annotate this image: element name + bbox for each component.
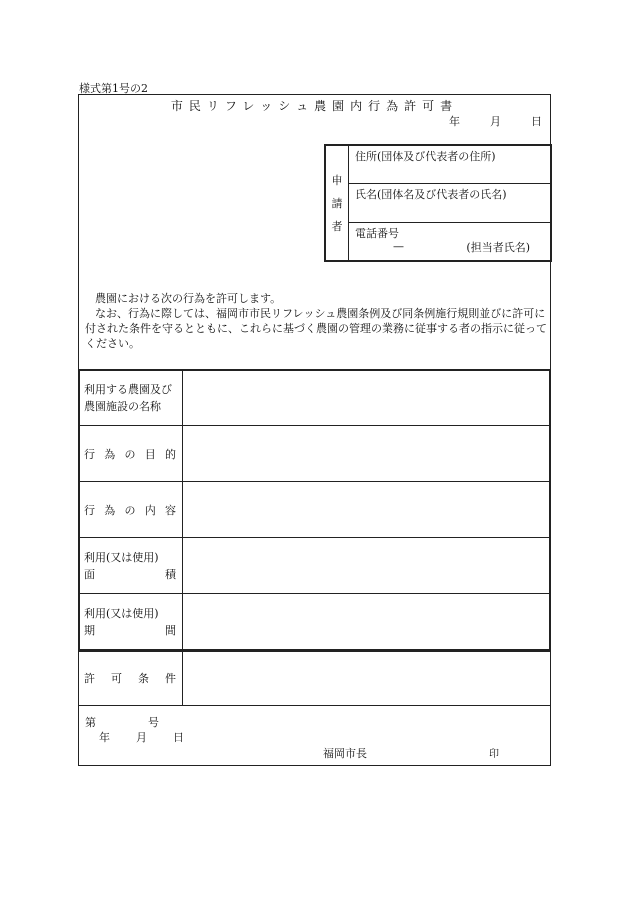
content-char: 内 xyxy=(144,503,156,517)
purpose-label xyxy=(79,426,183,482)
permit-number-block xyxy=(85,715,184,745)
address-label: 住所(団体及び代表者の住所) xyxy=(355,150,496,163)
conditions-char: 許 xyxy=(84,671,95,685)
issuer-name: 福岡市長 xyxy=(323,747,367,760)
table-row xyxy=(79,538,551,594)
purpose-char: 行 xyxy=(84,447,95,461)
date-month-label: 月 xyxy=(490,115,501,128)
phone-label: 電話番号 xyxy=(355,226,399,240)
applicant-name-field[interactable] xyxy=(349,184,550,222)
period-label-line1: 利用(又は使用) xyxy=(84,606,159,620)
purpose-char: 為 xyxy=(104,447,116,461)
applicant-box xyxy=(324,144,552,262)
conditions-label xyxy=(79,650,183,706)
facility-label-line1: 利用する農園及び xyxy=(84,382,172,396)
issue-date-header xyxy=(449,113,542,129)
permit-statement-line1: 農園における次の行為を許可します。 xyxy=(95,292,282,305)
footer-year-label: 年 xyxy=(99,731,110,744)
facility-name-value[interactable] xyxy=(183,370,551,426)
applicant-char-1: 申 xyxy=(331,174,343,187)
footer-day-label: 日 xyxy=(173,731,184,744)
form-number: 様式第1号の2 xyxy=(79,82,148,95)
applicant-address-field[interactable] xyxy=(349,146,550,184)
content-label xyxy=(79,482,183,538)
applicant-phone-field[interactable] xyxy=(349,223,550,260)
conditions-value[interactable] xyxy=(183,650,551,706)
applicant-side-label xyxy=(326,146,349,260)
number-suffix: 号 xyxy=(148,716,159,729)
number-prefix: 第 xyxy=(85,716,96,729)
seal-mark: 印 xyxy=(489,749,499,760)
facility-label-line2: 農園施設の名称 xyxy=(84,399,161,413)
period-char: 期 xyxy=(84,623,95,637)
conditions-char: 件 xyxy=(165,671,176,685)
conditions-char: 条 xyxy=(138,671,149,685)
purpose-value[interactable] xyxy=(183,426,551,482)
area-char: 積 xyxy=(165,567,176,581)
area-value[interactable] xyxy=(183,538,551,594)
conditions-char: 可 xyxy=(111,671,122,685)
permit-details-table xyxy=(78,369,551,706)
footer-month-label: 月 xyxy=(136,731,147,744)
purpose-char: 的 xyxy=(165,447,176,461)
period-label xyxy=(79,594,183,650)
area-char: 面 xyxy=(84,567,95,581)
period-value[interactable] xyxy=(183,594,551,650)
applicant-char-3: 者 xyxy=(331,220,343,233)
table-row xyxy=(79,426,551,482)
content-value[interactable] xyxy=(183,482,551,538)
table-row xyxy=(79,594,551,650)
purpose-char: の xyxy=(124,447,136,461)
date-day-label: 日 xyxy=(531,115,542,128)
table-row xyxy=(79,482,551,538)
table-row xyxy=(79,650,551,706)
area-label-line1: 利用(又は使用) xyxy=(84,550,159,564)
area-label xyxy=(79,538,183,594)
content-char: の xyxy=(124,503,136,517)
permit-form-frame xyxy=(78,94,551,766)
permit-statement-line2: なお、行為に際しては、福岡市市民リフレッシュ農園条例及び同条例施行規則並びに許可に付された条件を守るとともに、これらに基づく農園の管理の業務に従事する者の指示に従ってください。 xyxy=(85,307,547,350)
period-char: 間 xyxy=(165,623,176,637)
name-label: 氏名(団体名及び代表者の氏名) xyxy=(355,188,507,202)
content-char: 為 xyxy=(104,503,116,517)
phone-dash: — xyxy=(393,239,404,253)
table-row xyxy=(79,370,551,426)
purpose-char: 目 xyxy=(144,447,156,461)
document-title: 市民リフレッシュ農園内行為許可書 xyxy=(170,99,459,113)
permit-statement xyxy=(85,291,547,351)
facility-name-label xyxy=(79,370,183,426)
content-char: 容 xyxy=(165,503,176,517)
content-char: 行 xyxy=(84,503,95,517)
applicant-char-2: 請 xyxy=(331,197,343,210)
date-year-label: 年 xyxy=(449,115,460,128)
contact-person-label: (担当者氏名) xyxy=(466,240,530,254)
